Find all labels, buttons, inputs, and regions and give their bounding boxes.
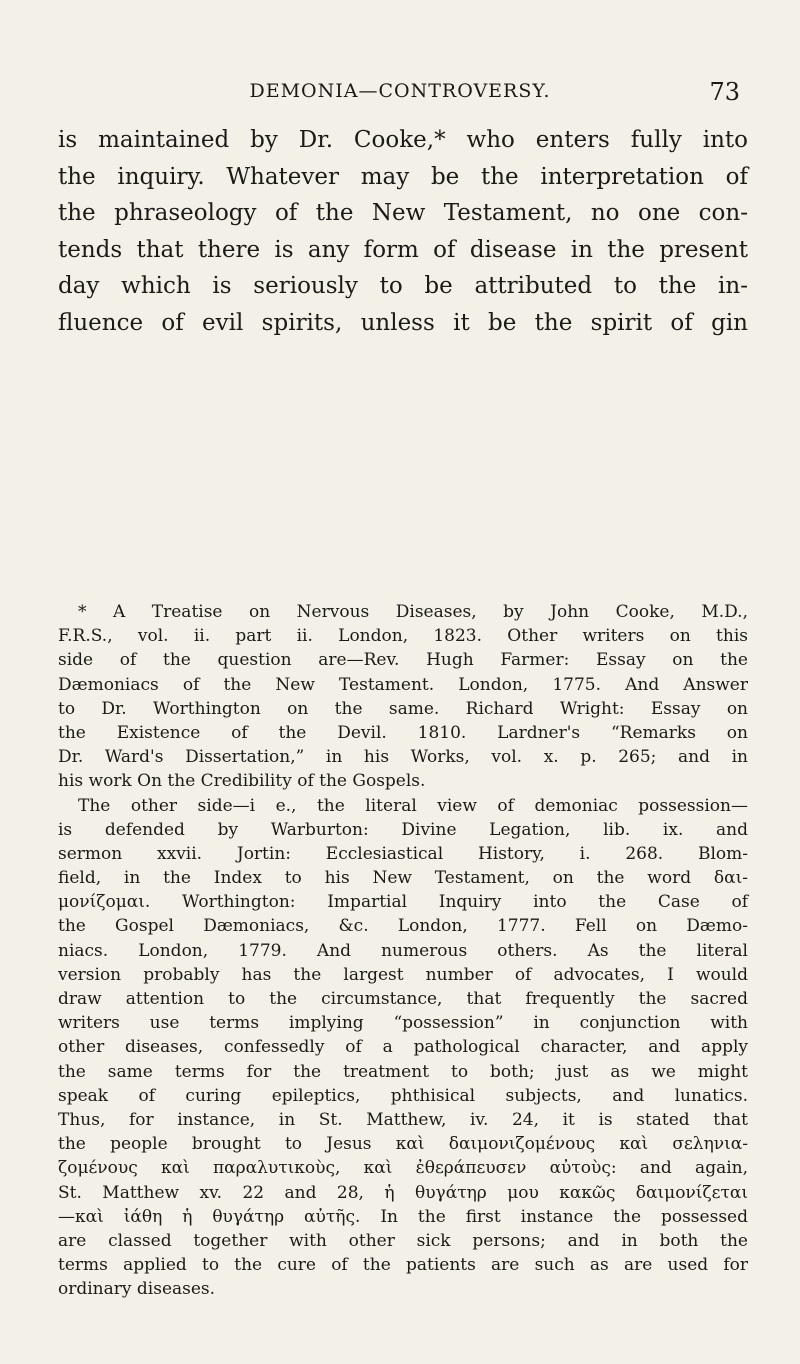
footnote-line: are classed together with other sick persons; and in both the bbox=[58, 1230, 748, 1251]
text-line: the phraseology of the New Testament, no one con- bbox=[58, 200, 748, 226]
footnote-line: sermon xxvii. Jortin: Ecclesiastical History, i. 268. Blom- bbox=[58, 843, 748, 864]
footnote-line: Dr. Ward's Dissertation,” in his Works, vol. x. p. 265; and in bbox=[58, 747, 748, 768]
footnote-line: version probably has the largest number of advocates, I would bbox=[58, 964, 748, 985]
footnote-line: The other side—i e., the literal view of demoniac possession— bbox=[78, 795, 748, 816]
footnote-line: niacs. London, 1779. And numerous others. As the literal bbox=[58, 940, 748, 961]
footnote-line: terms applied to the cure of the patients are such as are used for bbox=[58, 1255, 748, 1276]
running-head bbox=[0, 80, 800, 110]
footnote-line: Dæmoniacs of the New Testament. London, 1775. And Answer bbox=[58, 674, 748, 695]
footnote-line: field, in the Index to his New Testament, on the word δαι- bbox=[58, 868, 748, 889]
footnote-line: ζομένους καὶ παραλυτικοὺς, καὶ ἐθεράπευσεν αὐτοὺς: and again, bbox=[58, 1158, 748, 1179]
footnote-line: the Existence of the Devil. 1810. Lardner's “Remarks on bbox=[58, 722, 748, 743]
footnote-line: —καὶ ἰάθη ἡ θυγάτηρ αὐτῆς. In the first instance the possessed bbox=[58, 1206, 748, 1227]
footnote-line: other diseases, confessedly of a pathological character, and apply bbox=[58, 1037, 748, 1058]
footnote-line: the people brought to Jesus καὶ δαιμονιζομένους καὶ σεληνια- bbox=[58, 1134, 748, 1155]
footnote-line: * A Treatise on Nervous Diseases, by John Cooke, M.D., bbox=[78, 602, 748, 622]
page-number: 73 bbox=[709, 78, 740, 106]
footnote-line: to Dr. Worthington on the same. Richard Wright: Essay on bbox=[58, 698, 748, 719]
main-text bbox=[58, 122, 748, 341]
text-line: is maintained by Dr. Cooke,* who enters fully into bbox=[58, 127, 748, 153]
footnote-paragraph bbox=[58, 794, 748, 1302]
text-line: fluence of evil spirits, unless it be the spirit of gin bbox=[58, 309, 748, 336]
footnote-line: draw attention to the circumstance, that frequently the sacred bbox=[58, 989, 748, 1009]
text-line: the inquiry. Whatever may be the interpretation of bbox=[58, 163, 748, 190]
footnote-line: ordinary diseases. bbox=[58, 1279, 216, 1300]
footnote-line: side of the question are—Rev. Hugh Farmer: Essay on the bbox=[58, 650, 748, 671]
footnote-line: St. Matthew xv. 22 and 28, ἡ θυγάτηρ μου κακῶς δαιμονίζεται bbox=[58, 1182, 748, 1203]
text-line: day which is seriously to be attributed to the in- bbox=[58, 273, 748, 299]
running-title: DEMONIA—CONTROVERSY. bbox=[249, 80, 551, 102]
footnote-line: μονίζομαι. Worthington: Impartial Inquiry into the Case of bbox=[58, 892, 748, 913]
footnote bbox=[58, 600, 748, 1301]
footnote-line: the same terms for the treatment to both; just as we might bbox=[58, 1061, 748, 1082]
footnote-line: is defended by Warburton: Divine Legation, lib. ix. and bbox=[58, 819, 748, 840]
footnote-line: the Gospel Dæmoniacs, &c. London, 1777. Fell on Dæmo- bbox=[58, 916, 748, 937]
footnote-line: Thus, for instance, in St. Matthew, iv. 24, it is stated that bbox=[58, 1109, 748, 1130]
footnote-paragraph bbox=[58, 600, 748, 794]
footnote-line: writers use terms implying “possession” in conjunction with bbox=[58, 1013, 748, 1034]
footnote-line: F.R.S., vol. ii. part ii. London, 1823. Other writers on this bbox=[58, 626, 748, 647]
footnote-line: his work On the Credibility of the Gospels. bbox=[58, 771, 426, 792]
text-line: tends that there is any form of disease in the present bbox=[58, 236, 748, 263]
footnote-line: speak of curing epileptics, phthisical subjects, and lunatics. bbox=[58, 1085, 748, 1106]
